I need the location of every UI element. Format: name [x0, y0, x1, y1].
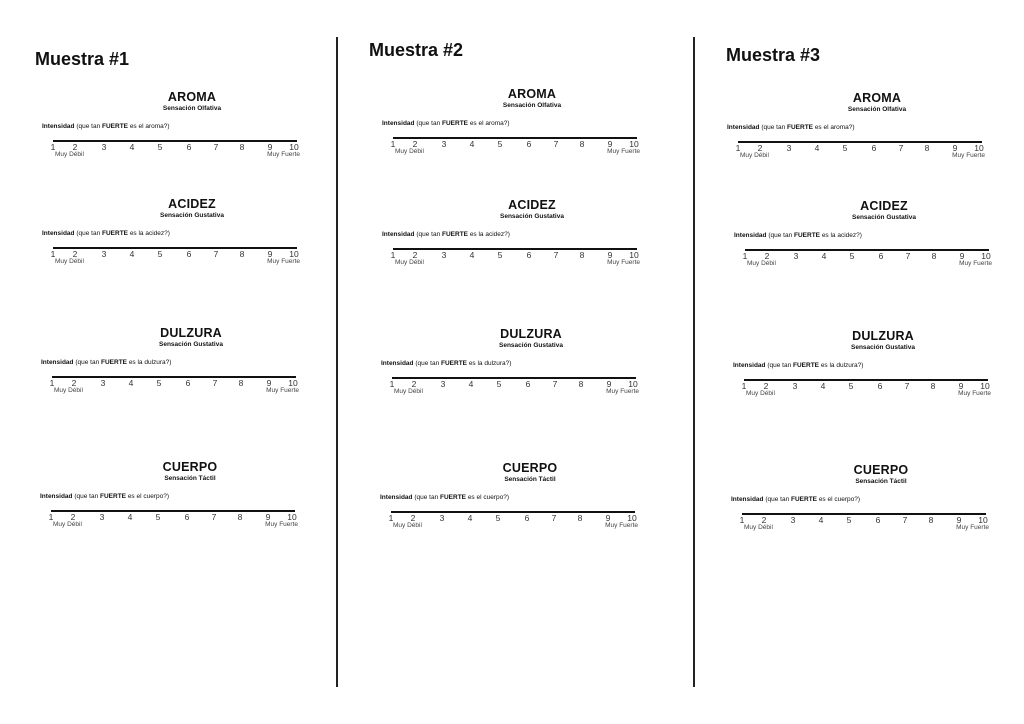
scale-number: 9: [265, 512, 271, 522]
intensity-question: [41, 359, 171, 366]
scale-number: 8: [931, 251, 937, 261]
question-text: es el cuerpo?): [127, 493, 170, 500]
scale-number: 5: [155, 512, 161, 522]
question-text: (que tan: [415, 360, 440, 367]
attribute-section: [42, 197, 342, 277]
scale-number: 9: [607, 250, 613, 260]
scale-number: 10: [289, 249, 299, 259]
scale-number: 4: [814, 143, 820, 153]
question-text: (que tan: [416, 120, 441, 127]
scale-number: 3: [439, 513, 445, 523]
attribute-title: ACIDEZ: [508, 198, 556, 212]
attribute-title: ACIDEZ: [168, 197, 216, 211]
scale-number: 8: [239, 249, 245, 259]
scale-number: 6: [871, 143, 877, 153]
question-text: es la acidez?): [129, 230, 170, 237]
scale-number: 5: [497, 250, 503, 260]
intensity-scale[interactable]: [741, 379, 991, 409]
scale-low-label: Muy Débil: [55, 258, 84, 265]
scale-low-label: Muy Débil: [395, 148, 424, 155]
sample-column: [727, 0, 1024, 724]
intensity-scale[interactable]: [735, 141, 985, 171]
scale-high-label: Muy Fuerte: [267, 258, 300, 265]
intensity-question: [42, 230, 170, 237]
attribute-title: AROMA: [852, 91, 902, 105]
scale-low-label: Muy Débil: [395, 259, 424, 266]
scale-line[interactable]: [51, 510, 295, 512]
scale-number: 9: [266, 378, 272, 388]
question-text: (que tan: [414, 494, 439, 501]
scale-line[interactable]: [745, 249, 989, 251]
scale-number: 7: [551, 513, 557, 523]
scale-number: 7: [211, 512, 217, 522]
scale-number: 3: [101, 142, 107, 152]
scale-number: 9: [952, 143, 958, 153]
attribute-title: CUERPO: [853, 463, 909, 477]
scale-number: 6: [184, 512, 190, 522]
scale-number: 9: [607, 139, 613, 149]
scale-line[interactable]: [393, 137, 637, 139]
scale-number: 1: [389, 379, 395, 389]
attribute-section: [41, 326, 341, 406]
scale-number: 3: [100, 378, 106, 388]
scale-number: 5: [848, 381, 854, 391]
scale-high-label: Muy Fuerte: [959, 260, 992, 267]
scale-number: 6: [185, 378, 191, 388]
scale-number: 5: [846, 515, 852, 525]
question-text: (que tan: [74, 493, 99, 500]
question-label: Intensidad: [381, 360, 414, 367]
scale-number: 3: [101, 249, 107, 259]
scale-number: 6: [524, 513, 530, 523]
scale-number: 2: [411, 379, 417, 389]
question-label: Intensidad: [41, 359, 74, 366]
scale-number: 3: [790, 515, 796, 525]
scale-number: 4: [818, 515, 824, 525]
scale-number: 8: [239, 142, 245, 152]
intensity-scale[interactable]: [390, 137, 640, 167]
question-text: (que tan: [768, 232, 793, 239]
scale-low-label: Muy Débil: [394, 388, 423, 395]
scale-number: 2: [71, 378, 77, 388]
question-text: (que tan: [761, 124, 786, 131]
question-emphasis: FUERTE: [440, 494, 466, 501]
attribute-subtitle: Sensación Olfativa: [502, 102, 562, 109]
scale-number: 10: [628, 379, 638, 389]
attribute-subtitle: Sensación Gustativa: [852, 214, 916, 221]
question-text: es la dulzura?): [820, 362, 864, 369]
attribute-title: DULZURA: [852, 329, 914, 343]
attribute-subtitle: Sensación Gustativa: [851, 344, 915, 351]
scale-number: 8: [237, 512, 243, 522]
attribute-section: [40, 460, 340, 540]
scale-number: 10: [981, 251, 991, 261]
question-text: es el aroma?): [814, 124, 855, 131]
scale-number: 3: [441, 250, 447, 260]
sample-title: Muestra #1: [35, 49, 130, 69]
attribute-title: ACIDEZ: [860, 199, 908, 213]
scale-low-label: Muy Débil: [740, 152, 769, 159]
question-label: Intensidad: [42, 230, 75, 237]
scale-number: 9: [267, 249, 273, 259]
scale-line[interactable]: [738, 141, 982, 143]
scale-number: 2: [72, 249, 78, 259]
question-text: es el cuerpo?): [818, 496, 861, 503]
attribute-subtitle: Sensación Gustativa: [160, 212, 224, 219]
scale-number: 3: [440, 379, 446, 389]
question-label: Intensidad: [733, 362, 766, 369]
scale-number: 6: [877, 381, 883, 391]
scale-number: 7: [213, 249, 219, 259]
question-text: (que tan: [767, 362, 792, 369]
scale-line[interactable]: [391, 511, 635, 513]
scale-number: 4: [820, 381, 826, 391]
scale-high-label: Muy Fuerte: [956, 524, 989, 531]
attribute-section: [382, 198, 682, 278]
scale-number: 1: [735, 143, 741, 153]
scale-number: 6: [875, 515, 881, 525]
attribute-section: [381, 327, 681, 407]
attribute-title: DULZURA: [500, 327, 562, 341]
attribute-title: AROMA: [507, 87, 557, 101]
scale-number: 6: [525, 379, 531, 389]
question-label: Intensidad: [727, 124, 760, 131]
scale-number: 7: [553, 139, 559, 149]
scale-number: 4: [468, 379, 474, 389]
question-emphasis: FUERTE: [441, 360, 467, 367]
question-emphasis: FUERTE: [442, 231, 468, 238]
scale-number: 1: [390, 139, 396, 149]
scale-number: 10: [289, 142, 299, 152]
scale-number: 6: [186, 142, 192, 152]
attribute-title: AROMA: [167, 90, 217, 104]
intensity-scale[interactable]: [390, 248, 640, 278]
scale-high-label: Muy Fuerte: [607, 259, 640, 266]
intensity-question: [380, 494, 509, 501]
attribute-subtitle: Sensación Gustativa: [499, 342, 563, 349]
scale-number: 10: [627, 513, 637, 523]
scale-number: 2: [761, 515, 767, 525]
scale-number: 4: [127, 512, 133, 522]
scale-number: 8: [577, 513, 583, 523]
scale-number: 8: [924, 143, 930, 153]
intensity-scale[interactable]: [49, 376, 299, 406]
scale-number: 5: [495, 513, 501, 523]
scale-low-label: Muy Débil: [55, 151, 84, 158]
question-emphasis: FUERTE: [101, 359, 127, 366]
scale-number: 5: [497, 139, 503, 149]
attribute-section: [380, 461, 680, 541]
scale-number: 9: [959, 251, 965, 261]
scale-number: 1: [50, 249, 56, 259]
question-emphasis: FUERTE: [102, 123, 128, 130]
scale-number: 8: [579, 250, 585, 260]
scale-line[interactable]: [392, 377, 636, 379]
scale-number: 10: [974, 143, 984, 153]
attribute-section: [733, 329, 1024, 409]
attribute-title: CUERPO: [502, 461, 558, 475]
scale-number: 1: [741, 381, 747, 391]
question-text: (que tan: [76, 123, 101, 130]
question-text: (que tan: [416, 231, 441, 238]
intensity-question: [382, 120, 510, 127]
question-text: es la acidez?): [821, 232, 862, 239]
scale-number: 9: [606, 379, 612, 389]
scale-number: 5: [156, 378, 162, 388]
question-text: es la dulzura?): [128, 359, 172, 366]
scale-number: 2: [410, 513, 416, 523]
attribute-subtitle: Sensación Olfativa: [847, 106, 907, 113]
scale-number: 5: [849, 251, 855, 261]
scale-number: 1: [390, 250, 396, 260]
scale-number: 2: [70, 512, 76, 522]
question-text: es la dulzura?): [468, 360, 512, 367]
scale-number: 7: [553, 250, 559, 260]
question-emphasis: FUERTE: [794, 232, 820, 239]
question-text: es la acidez?): [469, 231, 510, 238]
scale-number: 4: [128, 378, 134, 388]
scale-number: 1: [742, 251, 748, 261]
question-text: (que tan: [75, 359, 100, 366]
scale-number: 4: [129, 142, 135, 152]
intensity-question: [731, 496, 860, 503]
attribute-subtitle: Sensación Táctil: [504, 476, 556, 483]
scale-number: 10: [629, 250, 639, 260]
column-divider-2: [693, 37, 695, 687]
scale-number: 8: [238, 378, 244, 388]
scale-high-label: Muy Fuerte: [607, 148, 640, 155]
scale-number: 10: [288, 378, 298, 388]
scale-line[interactable]: [742, 513, 986, 515]
scale-number: 7: [904, 381, 910, 391]
scale-number: 9: [267, 142, 273, 152]
intensity-question: [382, 231, 510, 238]
scale-line[interactable]: [744, 379, 988, 381]
question-text: es el cuerpo?): [467, 494, 510, 501]
scale-number: 7: [212, 378, 218, 388]
scale-number: 2: [72, 142, 78, 152]
scale-number: 1: [388, 513, 394, 523]
scale-number: 3: [792, 381, 798, 391]
question-text: es el aroma?): [469, 120, 510, 127]
scale-low-label: Muy Débil: [53, 521, 82, 528]
scale-number: 5: [842, 143, 848, 153]
scale-number: 8: [579, 139, 585, 149]
scale-number: 9: [956, 515, 962, 525]
intensity-scale[interactable]: [48, 510, 298, 540]
scale-low-label: Muy Débil: [393, 522, 422, 529]
scale-number: 4: [469, 250, 475, 260]
scale-number: 2: [763, 381, 769, 391]
scale-number: 1: [50, 142, 56, 152]
scale-number: 2: [757, 143, 763, 153]
scale-number: 7: [213, 142, 219, 152]
question-label: Intensidad: [42, 123, 75, 130]
scale-number: 2: [412, 250, 418, 260]
scale-high-label: Muy Fuerte: [605, 522, 638, 529]
scale-low-label: Muy Débil: [54, 387, 83, 394]
intensity-scale[interactable]: [739, 513, 989, 543]
scale-number: 9: [958, 381, 964, 391]
scale-number: 3: [99, 512, 105, 522]
scale-high-label: Muy Fuerte: [952, 152, 985, 159]
intensity-question: [733, 362, 863, 369]
scale-number: 6: [878, 251, 884, 261]
question-label: Intensidad: [734, 232, 767, 239]
scale-low-label: Muy Débil: [747, 260, 776, 267]
question-label: Intensidad: [731, 496, 764, 503]
scale-high-label: Muy Fuerte: [266, 387, 299, 394]
attribute-subtitle: Sensación Olfativa: [162, 105, 222, 112]
scale-number: 2: [412, 139, 418, 149]
question-emphasis: FUERTE: [442, 120, 468, 127]
sample-column: [369, 0, 682, 724]
intensity-scale[interactable]: [50, 140, 300, 170]
intensity-scale[interactable]: [50, 247, 300, 277]
scale-number: 1: [49, 378, 55, 388]
intensity-question: [734, 232, 862, 239]
scale-number: 8: [578, 379, 584, 389]
scale-number: 10: [287, 512, 297, 522]
scale-number: 4: [129, 249, 135, 259]
scale-number: 4: [821, 251, 827, 261]
scale-number: 10: [980, 381, 990, 391]
scale-high-label: Muy Fuerte: [958, 390, 991, 397]
scale-number: 5: [157, 249, 163, 259]
scale-number: 8: [928, 515, 934, 525]
question-emphasis: FUERTE: [793, 362, 819, 369]
scale-number: 7: [552, 379, 558, 389]
sample-column: [35, 0, 342, 724]
scale-number: 3: [786, 143, 792, 153]
question-text: es el aroma?): [129, 123, 170, 130]
question-emphasis: FUERTE: [787, 124, 813, 131]
question-label: Intensidad: [40, 493, 73, 500]
scale-number: 5: [496, 379, 502, 389]
scale-number: 10: [629, 139, 639, 149]
attribute-subtitle: Sensación Táctil: [164, 475, 216, 482]
intensity-scale[interactable]: [389, 377, 639, 407]
scale-number: 6: [526, 139, 532, 149]
intensity-question: [42, 123, 170, 130]
scale-low-label: Muy Débil: [746, 390, 775, 397]
attribute-section: [727, 91, 1024, 171]
scale-number: 6: [186, 249, 192, 259]
scale-number: 1: [739, 515, 745, 525]
attribute-title: CUERPO: [162, 460, 218, 474]
scale-number: 2: [764, 251, 770, 261]
attribute-section: [731, 463, 1024, 543]
scale-line[interactable]: [53, 140, 297, 142]
question-text: (que tan: [765, 496, 790, 503]
attribute-section: [382, 87, 682, 167]
question-text: (que tan: [76, 230, 101, 237]
question-label: Intensidad: [380, 494, 413, 501]
attribute-section: [42, 90, 342, 170]
attribute-subtitle: Sensación Táctil: [855, 478, 907, 485]
scale-high-label: Muy Fuerte: [267, 151, 300, 158]
attribute-subtitle: Sensación Gustativa: [159, 341, 223, 348]
attribute-section: [734, 199, 1024, 279]
scale-low-label: Muy Débil: [744, 524, 773, 531]
scale-high-label: Muy Fuerte: [606, 388, 639, 395]
scale-number: 7: [902, 515, 908, 525]
scale-number: 5: [157, 142, 163, 152]
sample-title: Muestra #3: [726, 45, 821, 65]
scale-number: 9: [605, 513, 611, 523]
sample-title: Muestra #2: [369, 40, 464, 60]
intensity-scale[interactable]: [742, 249, 992, 279]
scale-line[interactable]: [53, 247, 297, 249]
intensity-scale[interactable]: [388, 511, 638, 541]
scale-number: 7: [898, 143, 904, 153]
scale-line[interactable]: [393, 248, 637, 250]
scale-number: 4: [469, 139, 475, 149]
scale-number: 3: [793, 251, 799, 261]
scale-number: 1: [48, 512, 54, 522]
attribute-subtitle: Sensación Gustativa: [500, 213, 564, 220]
scale-number: 4: [467, 513, 473, 523]
intensity-question: [40, 493, 169, 500]
intensity-question: [381, 360, 511, 367]
scale-number: 6: [526, 250, 532, 260]
intensity-question: [727, 124, 855, 131]
question-label: Intensidad: [382, 120, 415, 127]
question-emphasis: FUERTE: [102, 230, 128, 237]
scale-line[interactable]: [52, 376, 296, 378]
scale-number: 10: [978, 515, 988, 525]
scale-number: 8: [930, 381, 936, 391]
scale-number: 3: [441, 139, 447, 149]
scale-high-label: Muy Fuerte: [265, 521, 298, 528]
attribute-title: DULZURA: [160, 326, 222, 340]
question-emphasis: FUERTE: [791, 496, 817, 503]
scale-number: 7: [905, 251, 911, 261]
question-emphasis: FUERTE: [100, 493, 126, 500]
question-label: Intensidad: [382, 231, 415, 238]
